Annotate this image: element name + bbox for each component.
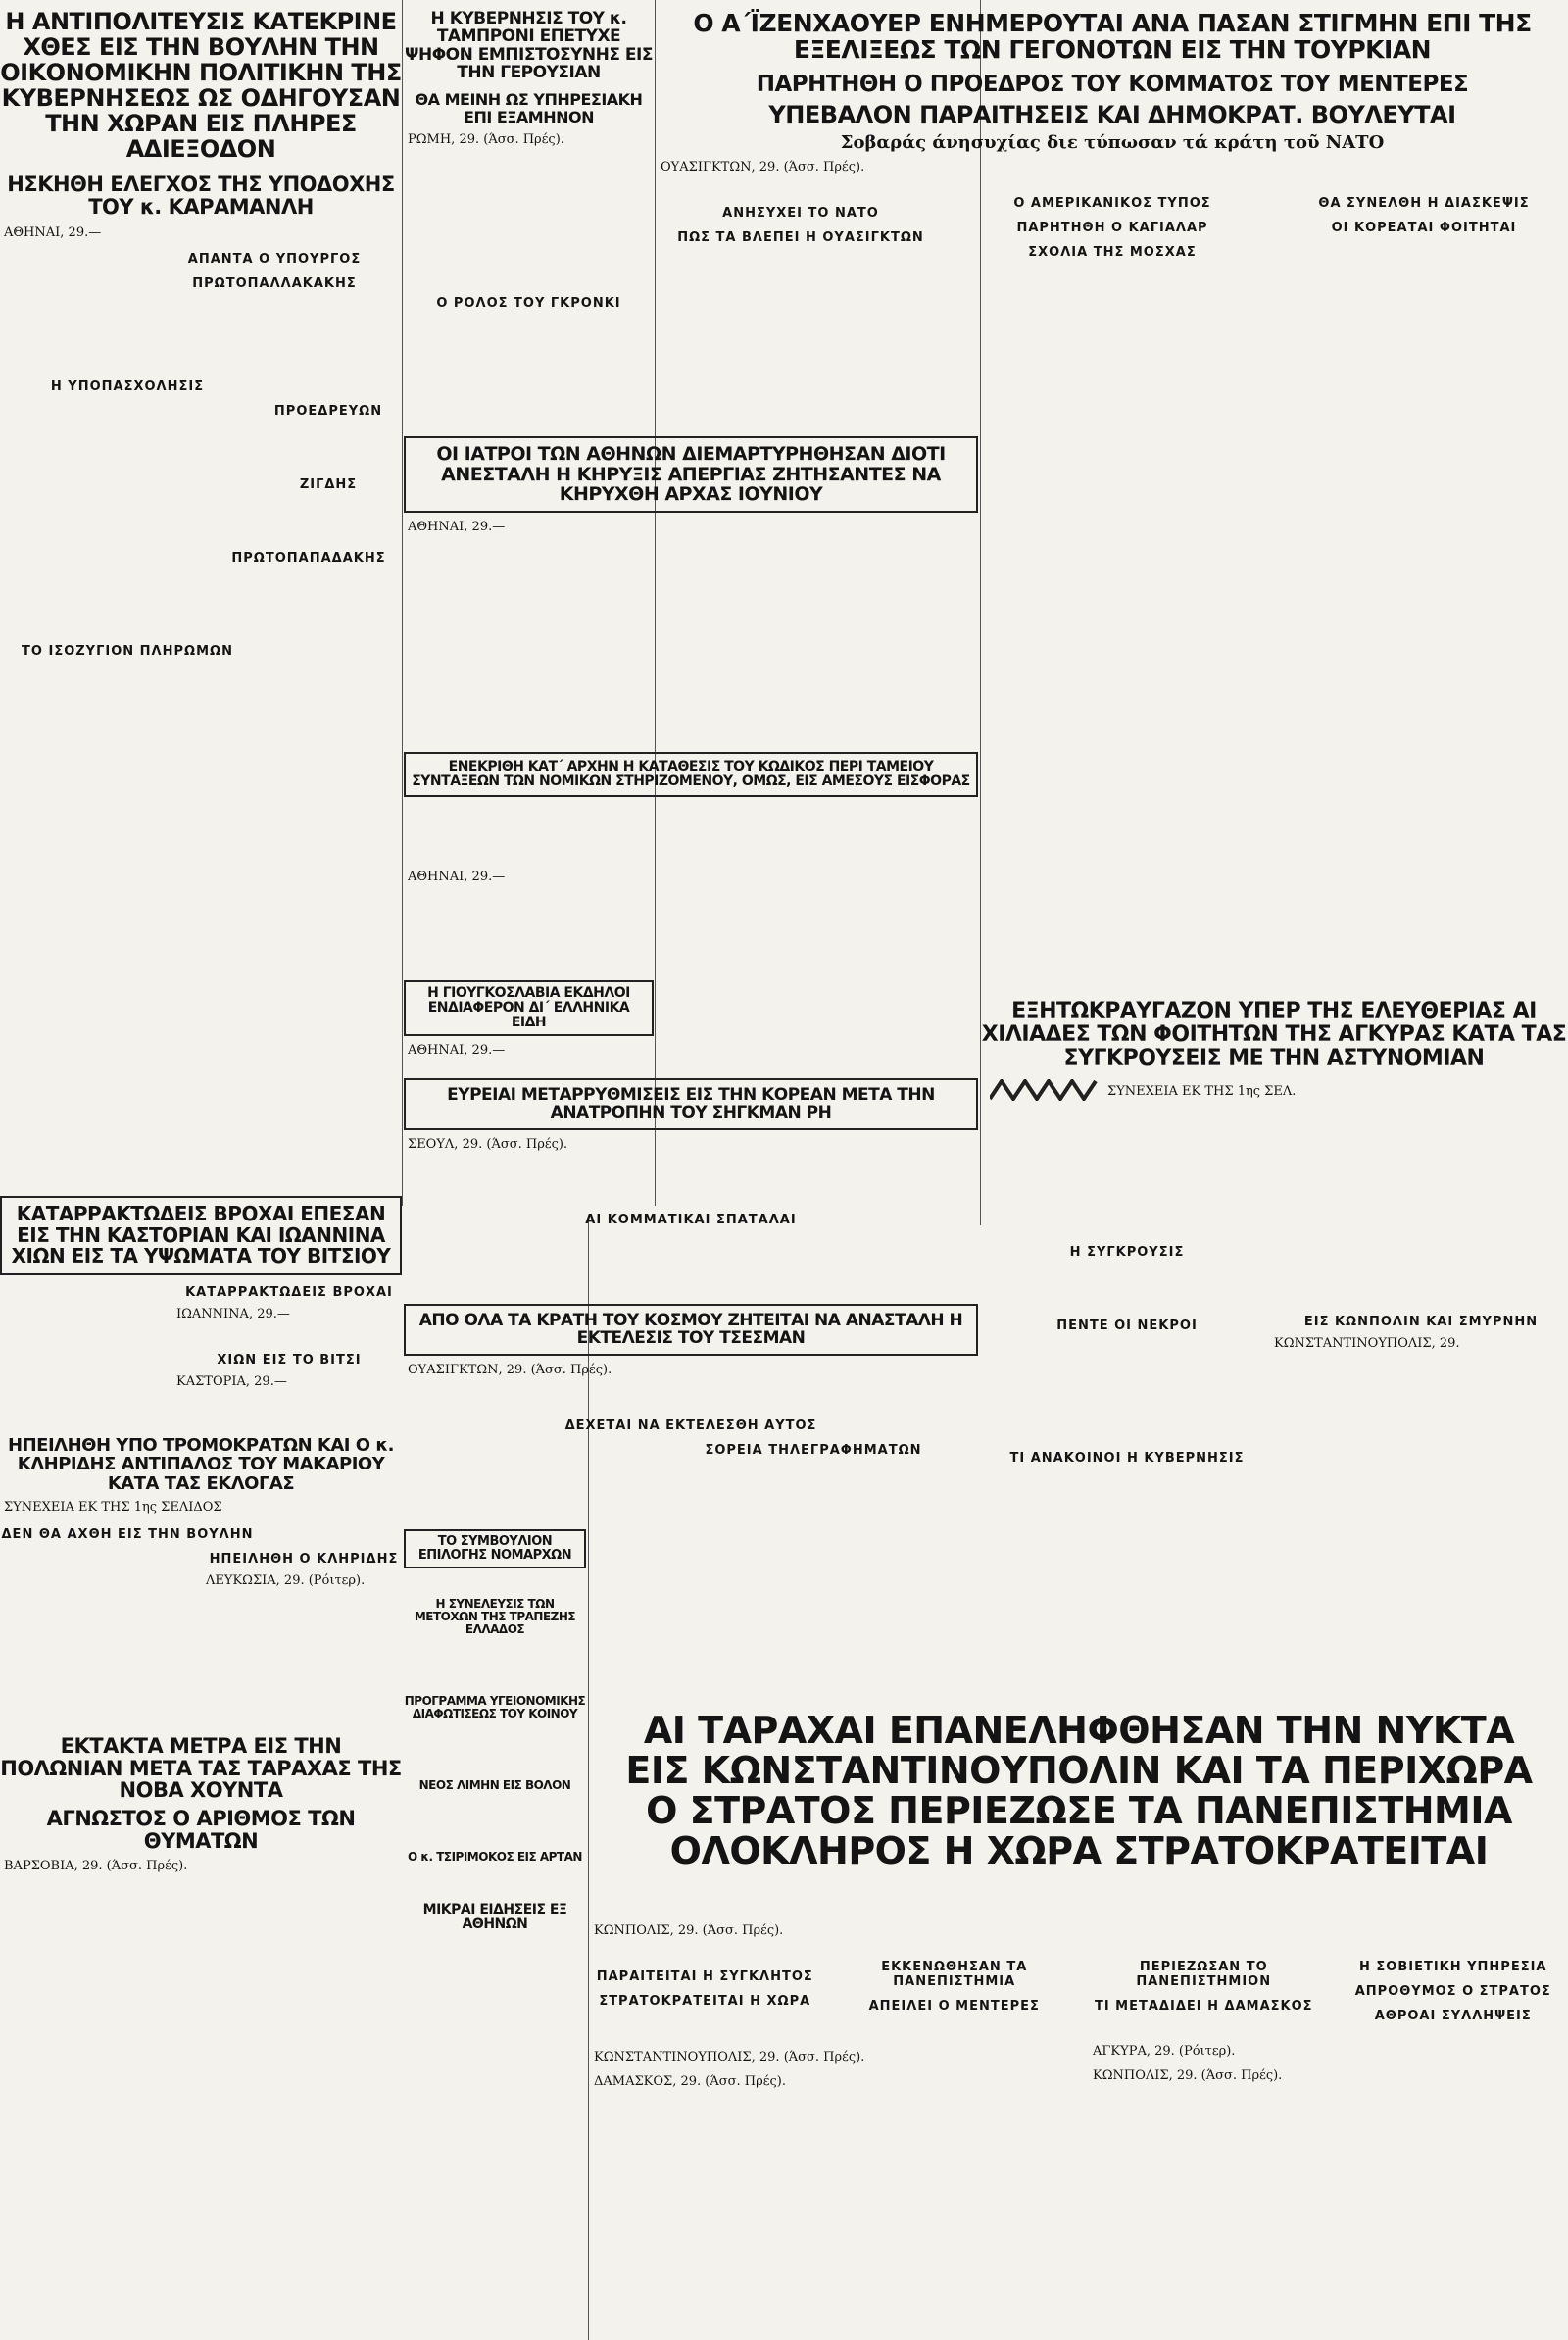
section-heading: ΤΙ ΑΝΑΚΟΙΝΟΙ Η ΚΥΒΕΡΝΗΣΙΣ [1009,1451,1245,1466]
section-heading: ΔΕΝ ΘΑ ΑΧΘΗ ΕΙΣ ΤΗΝ ΒΟΥΛΗΝ [1,1526,254,1542]
dateline: ΑΓΚΥΡΑ, 29. (Ρόιτερ). [1093,2044,1236,2060]
dateline: ΙΩΑΝΝΙΝΑ, 29.— [176,1306,290,1321]
dateline: ΚΩΝΣΤΑΝΤΙΝΟΥΠΟΛΙΣ, 29. (Άσσ. Πρές). [594,2050,865,2066]
section-heading: ΤΙ ΜΕΤΑΔΙΔΕΙ Η ΔΑΜΑΣΚΟΣ [1094,1999,1313,2015]
headline-makarios: ΗΠΕΙΛΗΘΗ ΥΠΟ ΤΡΟΜΟΚΡΑΤΩΝ ΚΑΙ Ο κ. ΚΛΗΡΙΔΗΣ ΑΝΤΙΠΑΛΟΣ ΤΟΥ ΜΑΚΑΡΙΟΥ ΚΑΤΑ ΤΑΣ ΕΚΛΟΓΑΣ [8,1436,394,1494]
dateline: ΡΩΜΗ, 29. (Άσσ. Πρές). [408,131,564,147]
dateline: ΑΘΗΝΑΙ, 29.— [4,224,102,240]
section-heading: ΠΡΟΕΔΡΕΥΩΝ [273,403,383,419]
headline-lawyers-fund: ΕΝΕΚΡΙΘΗ ΚΑΤ΄ ΑΡΧΗΝ Η ΚΑΤΑΘΕΣΙΣ ΤΟΥ ΚΩΔΙΚΟΣ ΠΕΡΙ ΤΑΜΕΙΟΥ ΣΥΝΤΑΞΕΩΝ ΤΩΝ ΝΟΜΙΚΩΝ ΣΤΗΡΙΖΟΜΕΝΟΥ, ΟΜΩΣ, ΕΙΣ ΑΜΕΣΟΥΣ ΕΙΣΦΟΡΑΣ [412,758,970,789]
article-tambroni [404,0,654,431]
headline-yugoslavia: Η ΓΙΟΥΓΚΟΣΛΑΒΙΑ ΕΚΔΗΛΟΙ ΕΝΔΙΑΦΕΡΟΝ ΔΙ΄ ΕΛΛΗΝΙΚΑ ΕΙΔΗ [427,985,630,1031]
headline-rain: ΚΑΤΑΡΡΑΚΤΩΔΕΙΣ ΒΡΟΧΑΙ ΕΠΕΣΑΝ ΕΙΣ ΤΗΝ ΚΑΣΤΟΡΙΑΝ ΚΑΙ ΙΩΑΝΝΙΝΑ ΧΙΩΝ ΕΙΣ ΤΑ ΥΨΩΜΑΤΑ ΤΟΥ ΒΙΤΣΙΟΥ [11,1202,391,1269]
subhead-poland: ΑΓΝΩΣΤΟΣ Ο ΑΡΙΘΜΟΣ ΤΩΝ ΘΥΜΑΤΩΝ [46,1807,356,1853]
section-heading: ΠΕΝΤΕ ΟΙ ΝΕΚΡΟΙ [1056,1319,1198,1333]
dateline: ΚΑΣΤΟΡΙΑ, 29.— [176,1373,287,1389]
section-heading: ΠΡΩΤΟΠΑΠΑΔΑΚΗΣ [231,550,386,566]
headline-nomarchs: ΤΟ ΣΥΜΒΟΥΛΙΟΝ ΕΠΙΛΟΓΗΣ ΝΟΜΑΡΧΩΝ [417,1534,572,1564]
headline-poland: ΕΚΤΑΚΤΑ ΜΕΤΡΑ ΕΙΣ ΤΗΝ ΠΟΛΩΝΙΑΝ ΜΕΤΑ ΤΑΣ ΤΑΡΑΧΑΣ ΤΗΣ ΝΟΒΑ ΧΟΥΝΤΑ [0,1735,402,1803]
article-rain [0,1196,402,1431]
dateline: ΑΘΗΝΑΙ, 29.— [408,1043,506,1059]
headline-korea: ΕΥΡΕΙΑΙ ΜΕΤΑΡΡΥΘΜΙΣΕΙΣ ΕΙΣ ΤΗΝ ΚΟΡΕΑΝ ΜΕΤΑ ΤΗΝ ΑΝΑΤΡΟΠΗΝ ΤΟΥ ΣΗΓΚΜΑΝ ΡΗ [447,1085,935,1123]
column-short-news [404,1529,586,2340]
headline-health: ΠΡΟΓΡΑΜΜΑ ΥΓΕΙΟΝΟΜΙΚΗΣ ΔΙΑΦΩΤΙΣΕΩΣ ΤΟΥ ΚΟΙΝΟΥ [404,1693,586,1720]
section-heading: ΤΟ ΙΣΟΖΥΓΙΟΝ ΠΛΗΡΩΜΩΝ [22,643,233,659]
section-heading: Η ΥΠΟΠΑΣΧΟΛΗΣΙΣ [50,378,205,394]
headline-bank: Η ΣΥΝΕΛΕΥΣΙΣ ΤΩΝ ΜΕΤΟΧΩΝ ΤΗΣ ΤΡΑΠΕΖΗΣ ΕΛΛΑΔΟΣ [414,1597,576,1636]
dateline: ΚΩΝΠΟΛΙΣ, 29. (Άσσ. Πρές). [594,1923,784,1938]
section-heading: ΘΑ ΣΥΝΕΛΘΗ Η ΔΙΑΣΚΕΨΙΣ [1318,195,1530,211]
article-poland [0,1735,402,2340]
section-heading: ΕΙΣ ΚΩΝΠΟΛΙΝ ΚΑΙ ΣΜΥΡΝΗΝ [1303,1315,1539,1329]
dateline: ΛΕΥΚΩΣΙΑ, 29. (Ρόιτερ). [206,1572,366,1588]
section-heading: ΣΟΡΕΙΑ ΤΗΛΕΓΡΑΦΗΜΑΤΩΝ [705,1442,922,1458]
subhead-nato: Σοβαράς άνησυχίας διε τύπωσαν τά κράτη τοῦ ΝΑΤΟ [840,131,1385,153]
headline-chessman: ΑΠΟ ΟΛΑ ΤΑ ΚΡΑΤΗ ΤΟΥ ΚΟΣΜΟΥ ΖΗΤΕΙΤΑΙ ΝΑ ΑΝΑΣΤΑΛΗ Η ΕΚΤΕΛΕΣΙΣ ΤΟΥ ΤΣΕΣΜΑΝ [418,1311,963,1349]
dateline: ΑΘΗΝΑΙ, 29.— [408,870,506,884]
section-heading: ΟΙ ΚΟΡΕΑΤΑΙ ΦΟΙΤΗΤΑΙ [1331,220,1517,235]
banner-line: Ο ΣΤΡΑΤΟΣ ΠΕΡΙΕΖΩΣΕ ΤΑ ΠΑΝΕΠΙΣΤΗΜΙΑ [646,1789,1512,1833]
headline-port: ΝΕΟΣ ΛΙΜΗΝ ΕΙΣ ΒΟΛΟΝ [418,1777,571,1792]
section-heading: ΠΩΣ ΤΑ ΒΛΕΠΕΙ Η ΟΥΑΣΙΓΚΤΩΝ [677,229,924,245]
dateline: ΟΥΑΣΙΓΚΤΩΝ, 29. (Άσσ. Πρές). [661,159,865,174]
column-rule [402,0,403,1206]
section-heading: ΗΠΕΙΛΗΘΗ Ο ΚΛΗΡΙΔΗΣ [209,1551,399,1567]
article-opposition [0,0,402,774]
article-doctors [404,436,978,828]
headline-tsirimokos: Ο κ. ΤΣΙΡΙΜΟΚΟΣ ΕΙΣ ΑΡΤΑΝ [408,1849,582,1864]
section-heading: ΠΡΩΤΟΠΑΛΛΑΚΑΚΗΣ [192,275,357,291]
headline-opposition: Η ΑΝΤΙΠΟΛΙΤΕΥΣΙΣ ΚΑΤΕΚΡΙΝΕ ΧΘΕΣ ΕΙΣ ΤΗΝ ΒΟΥΛΗΝ ΤΗΝ ΟΙΚΟΝΟΜΙΚΗΝ ΠΟΛΙΤΙΚΗΝ ΤΗΣ ΚΥΒΕΡΝΗΣΕΩΣ ΩΣ ΟΔΗΓΟΥΣΑΝ ΤΗΝ ΧΩΡΑΝ ΕΙΣ ΠΛΗΡΕΣ ΑΔΙΕΞΟΔΟΝ [0,8,402,163]
section-heading: Ο ΑΜΕΡΙΚΑΝΙΚΟΣ ΤΥΠΟΣ [1013,195,1211,211]
dateline-list [590,2043,1568,2090]
article-chessman [404,1304,978,1519]
section-heading: ΣΤΡΑΤΟΚΡΑΤΕΙΤΑΙ Η ΧΩΡΑ [599,1994,811,2010]
banner-line: ΕΙΣ ΚΩΝΣΤΑΝΤΙΝΟΥΠΟΛΙΝ ΚΑΙ ΤΑ ΠΕΡΙΧΩΡΑ [625,1749,1533,1793]
section-heading: ΖΙΓΔΗΣ [299,476,358,492]
section-heading: Η ΣΟΒΙΕΤΙΚΗ ΥΠΗΡΕΣΙΑ [1358,1960,1547,1975]
article-constantinople [590,1917,1568,2340]
banner-headline [590,1711,1568,1907]
section-heading: ΠΑΡΑΙΤΕΙΤΑΙ Η ΣΥΓΚΛΗΤΟΣ [596,1969,813,1985]
article-yugoslavia [404,980,654,1078]
section-heading: ΚΑΤΑΡΡΑΚΤΩΔΕΙΣ ΒΡΟΧΑΙ [185,1284,393,1300]
banner-line: ΟΛΟΚΛΗΡΟΣ Η ΧΩΡΑ ΣΤΡΑΤΟΚΡΑΤΕΙΤΑΙ [669,1829,1489,1873]
continued-note: ΣΥΝΕΧΕΙΑ ΕΚ ΤΗΣ 1ης ΣΕΛΙΔΟΣ [4,1500,222,1516]
headline-doctors: ΟΙ ΙΑΤΡΟΙ ΤΩΝ ΑΘΗΝΩΝ ΔΙΕΜΑΡΤΥΡΗΘΗΣΑΝ ΔΙΟΤΙ ΑΝΕΣΤΑΛΗ Η ΚΗΡΥΞΙΣ ΑΠΕΡΓΙΑΣ ΖΗΤΗΣΑΝΤΕΣ ΝΑ ΚΗΡΥΧΘΗ ΑΡΧΑΣ ΙΟΥΝΙΟΥ [436,443,946,506]
section-list [590,1960,1568,2023]
headline-brief-news: ΜΙΚΡΑΙ ΕΙΔΗΣΕΙΣ ΕΞ ΑΘΗΝΩΝ [422,1901,567,1932]
section-heading: ΑΘΡΟΑΙ ΣΥΛΛΗΨΕΙΣ [1374,2009,1532,2024]
article-makarios [0,1436,402,1730]
article-korea [404,1078,978,1274]
article-ankara-students-body [980,1098,1568,1745]
banner-line: ΑΙ ΤΑΡΑΧΑΙ ΕΠΑΝΕΛΗΦΘΗΣΑΝ ΤΗΝ ΝΥΚΤΑ [643,1711,1515,1752]
headline-ankara-students: ΕΞΗΤΩΚΡΑΥΓΑΖΟΝ ΥΠΕΡ ΤΗΣ ΕΛΕΥΘΕΡΙΑΣ ΑΙ ΧΙΛΙΑΔΕΣ ΤΩΝ ΦΟΙΤΗΤΩΝ ΤΗΣ ΑΓΚΥΡΑΣ ΚΑΤΑ ΤΑΣ ΣΥΓΚΡΟΥΣΕΙΣ ΜΕ ΤΗΝ ΑΣΤΥΝΟΜΙΑΝ [981,1000,1567,1070]
section-heading: ΧΙΩΝ ΕΙΣ ΤΟ ΒΙΤΣΙ [217,1352,362,1368]
continued-note: ΣΥΝΕΧΕΙΑ ΕΚ ΤΗΣ 1ης ΣΕΛ. [1107,1084,1297,1100]
subhead-menderes: ΠΑΡΗΤΗΘΗ Ο ΠΡΟΕΔΡΟΣ ΤΟΥ ΚΟΜΜΑΤΟΣ ΤΟΥ ΜΕΝΤΕΡΕΣ [756,72,1469,97]
section-heading: ΑΠΑΝΤΑ Ο ΥΠΟΥΡΓΟΣ [187,251,362,267]
dateline: ΚΩΝΠΟΛΙΣ, 29. (Άσσ. Πρές). [1093,2067,1283,2083]
subhead-resignations: ΥΠΕΒΑΛΟΝ ΠΑΡΑΙΤΗΣΕΙΣ ΚΑΙ ΔΗΜΟΚΡΑΤ. ΒΟΥΛΕΥΤΑΙ [768,100,1456,128]
subhead-karamanlis: ΗΣΚΗΘΗ ΕΛΕΓΧΟΣ ΤΗΣ ΥΠΟΔΟΧΗΣ ΤΟΥ κ. ΚΑΡΑΜΑΝΛΗ [7,173,395,220]
section-heading: Ο ΡΟΛΟΣ ΤΟΥ ΓΚΡΟΝΚΙ [436,296,621,312]
section-heading: ΠΑΡΗΤΗΘΗ Ο ΚΑΓΙΑΛΑΡ [1016,220,1208,235]
section-heading: ΠΕΡΙΕΖΩΣΑΝ ΤΟ ΠΑΝΕΠΙΣΤΗΜΙΟΝ [1136,1960,1272,1990]
dateline: ΣΕΟΥΛ, 29. (Άσσ. Πρές). [408,1136,568,1152]
dateline: ΔΑΜΑΣΚΟΣ, 29. (Άσσ. Πρές). [594,2073,786,2089]
section-heading: ΑΙ ΚΟΜΜΑΤΙΚΑΙ ΣΠΑΤΑΛΑΙ [585,1212,797,1227]
section-heading: ΑΝΗΣΥΧΕΙ ΤΟ ΝΑΤΟ [722,205,879,221]
section-heading: Η ΣΥΓΚΡΟΥΣΙΣ [1069,1245,1185,1260]
headline-eisenhower: Ο Α΄ΪΖΕΝΧΑΟΥΕΡ ΕΝΗΜΕΡΟΥΤΑΙ ΑΝΑ ΠΑΣΑΝ ΣΤΙΓΜΗΝ ΕΠΙ ΤΗΣ ΕΞΕΛΙΞΕΩΣ ΤΩΝ ΓΕΓΟΝΟΤΩΝ ΕΙΣ ΤΗΝ ΤΟΥΡΚΙΑΝ [693,9,1532,64]
section-list [657,196,1568,260]
section-heading: ΔΕΧΕΤΑΙ ΝΑ ΕΚΤΕΛΕΣΘΗ ΑΥΤΟΣ [564,1418,817,1433]
section-heading: ΑΠΕΙΛΕΙ Ο ΜΕΝΤΕΡΕΣ [868,1999,1040,2015]
dateline: ΟΥΑΣΙΓΚΤΩΝ, 29. (Άσσ. Πρές). [408,1362,612,1377]
dateline: ΚΩΝΣΤΑΝΤΙΝΟΥΠΟΛΙΣ, 29. [1274,1336,1460,1351]
subhead-tambroni: ΘΑ ΜΕΙΝΗ ΩΣ ΥΠΗΡΕΣΙΑΚΗ ΕΠΙ ΕΞΑΜΗΝΟΝ [415,90,643,126]
section-heading: ΕΚΚΕΝΩΘΗΣΑΝ ΤΑ ΠΑΝΕΠΙΣΤΗΜΙΑ [881,1960,1028,1990]
dateline: ΑΘΗΝΑΙ, 29.— [408,519,506,534]
section-heading: ΣΧΟΛΙΑ ΤΗΣ ΜΟΣΧΑΣ [1028,244,1197,260]
headline-tambroni: Η ΚΥΒΕΡΝΗΣΙΣ ΤΟΥ κ. ΤΑΜΠΡΟΝΙ ΕΠΕΤΥΧΕ ΨΗΦΟΝ ΕΜΠΙΣΤΟΣΥΝΗΣ ΕΙΣ ΤΗΝ ΓΕΡΟΥΣΙΑΝ [405,9,653,83]
section-heading: ΑΠΡΟΘΥΜΟΣ Ο ΣΤΡΑΤΟΣ [1354,1984,1551,2000]
dateline: ΒΑΡΣΟΒΙΑ, 29. (Άσσ. Πρές). [4,1859,188,1874]
